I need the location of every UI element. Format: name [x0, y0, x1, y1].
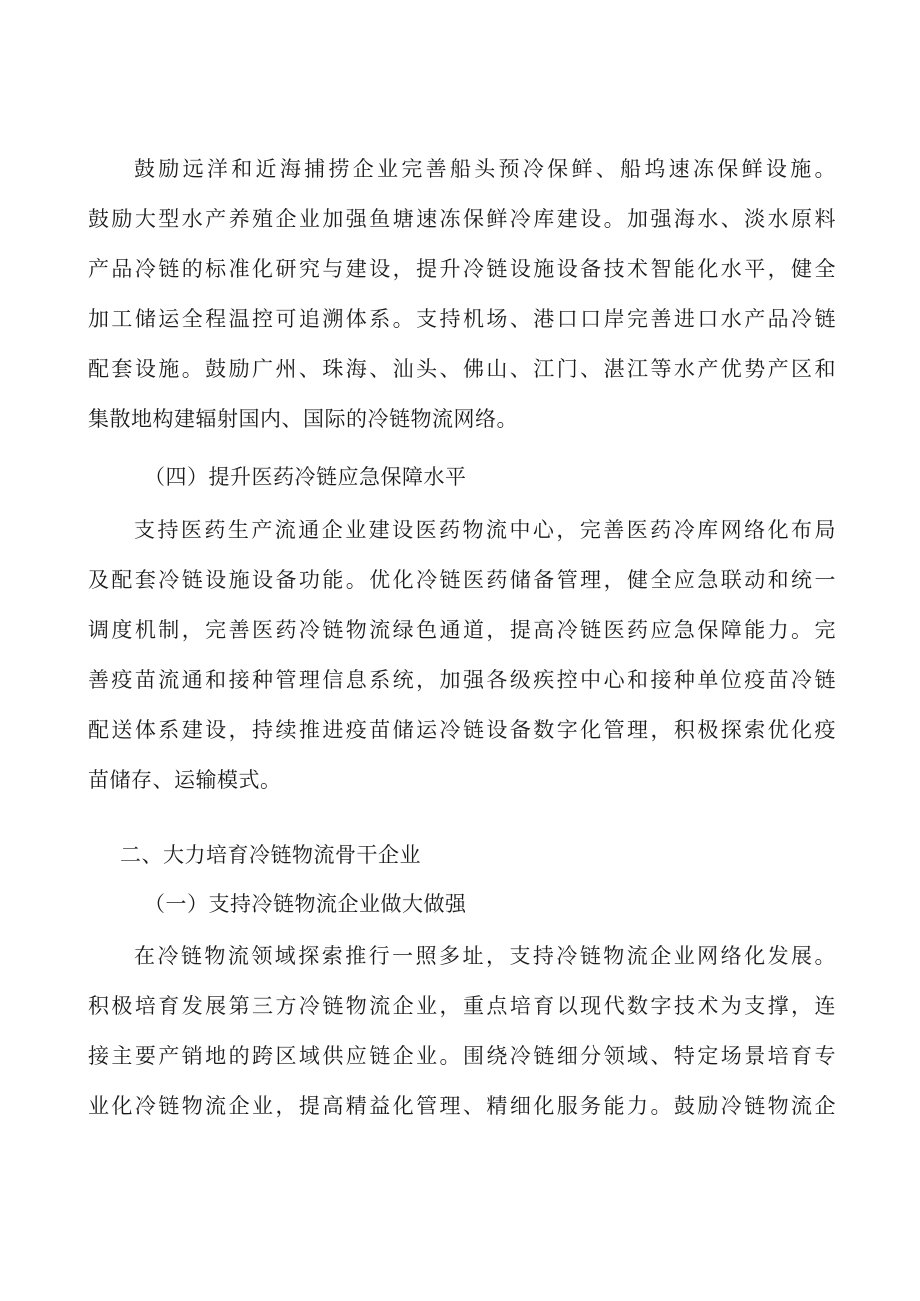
text-line: 苗储存、运输模式。	[88, 768, 282, 792]
text-line: 及配套冷链设施设备功能。优化冷链医药储备管理，健全应急联动和统一	[88, 568, 836, 592]
text-line: 配送体系建设，持续推进疫苗储运冷链设备数字化管理，积极探索优化疫	[88, 718, 836, 742]
text-line: 集散地构建辐射国内、国际的冷链物流网络。	[88, 407, 518, 431]
text-line: 善疫苗流通和接种管理信息系统，加强各级疾控中心和接种单位疫苗冷链	[88, 668, 836, 692]
section-heading-medical-cold-chain: （四）提升医药冷链应急保障水平	[144, 465, 467, 489]
section-heading-strengthen-enterprises: （一）支持冷链物流企业做大做强	[144, 892, 467, 916]
text-line: 调度机制，完善医药冷链物流绿色通道，提高冷链医药应急保障能力。完	[88, 618, 836, 642]
text-line: 加工储运全程温控可追溯体系。支持机场、港口口岸完善进口水产品冷链	[88, 307, 836, 331]
text-line: 业化冷链物流企业，提高精益化管理、精细化服务能力。鼓励冷链物流企	[88, 1094, 836, 1118]
text-line: 接主要产销地的跨区域供应链企业。围绕冷链细分领域、特定场景培育专	[88, 1044, 836, 1068]
text-line: 配套设施。鼓励广州、珠海、汕头、佛山、江门、湛江等水产优势产区和	[88, 357, 836, 381]
text-line: 鼓励大型水产养殖企业加强鱼塘速冻保鲜冷库建设。加强海水、淡水原料	[88, 207, 836, 231]
text-line: 积极培育发展第三方冷链物流企业，重点培育以现代数字技术为支撑，连	[88, 994, 836, 1018]
part-heading-backbone-enterprises: 二、大力培育冷链物流骨干企业	[120, 843, 421, 867]
text-line: 产品冷链的标准化研究与建设，提升冷链设施设备技术智能化水平，健全	[88, 257, 836, 281]
text-line: 在冷链物流领域探索推行一照多址，支持冷链物流企业网络化发展。	[134, 944, 836, 968]
text-line: 支持医药生产流通企业建设医药物流中心，完善医药冷库网络化布局	[134, 518, 836, 542]
text-line: 鼓励远洋和近海捕捞企业完善船头预冷保鲜、船坞速冻保鲜设施。	[134, 157, 836, 181]
